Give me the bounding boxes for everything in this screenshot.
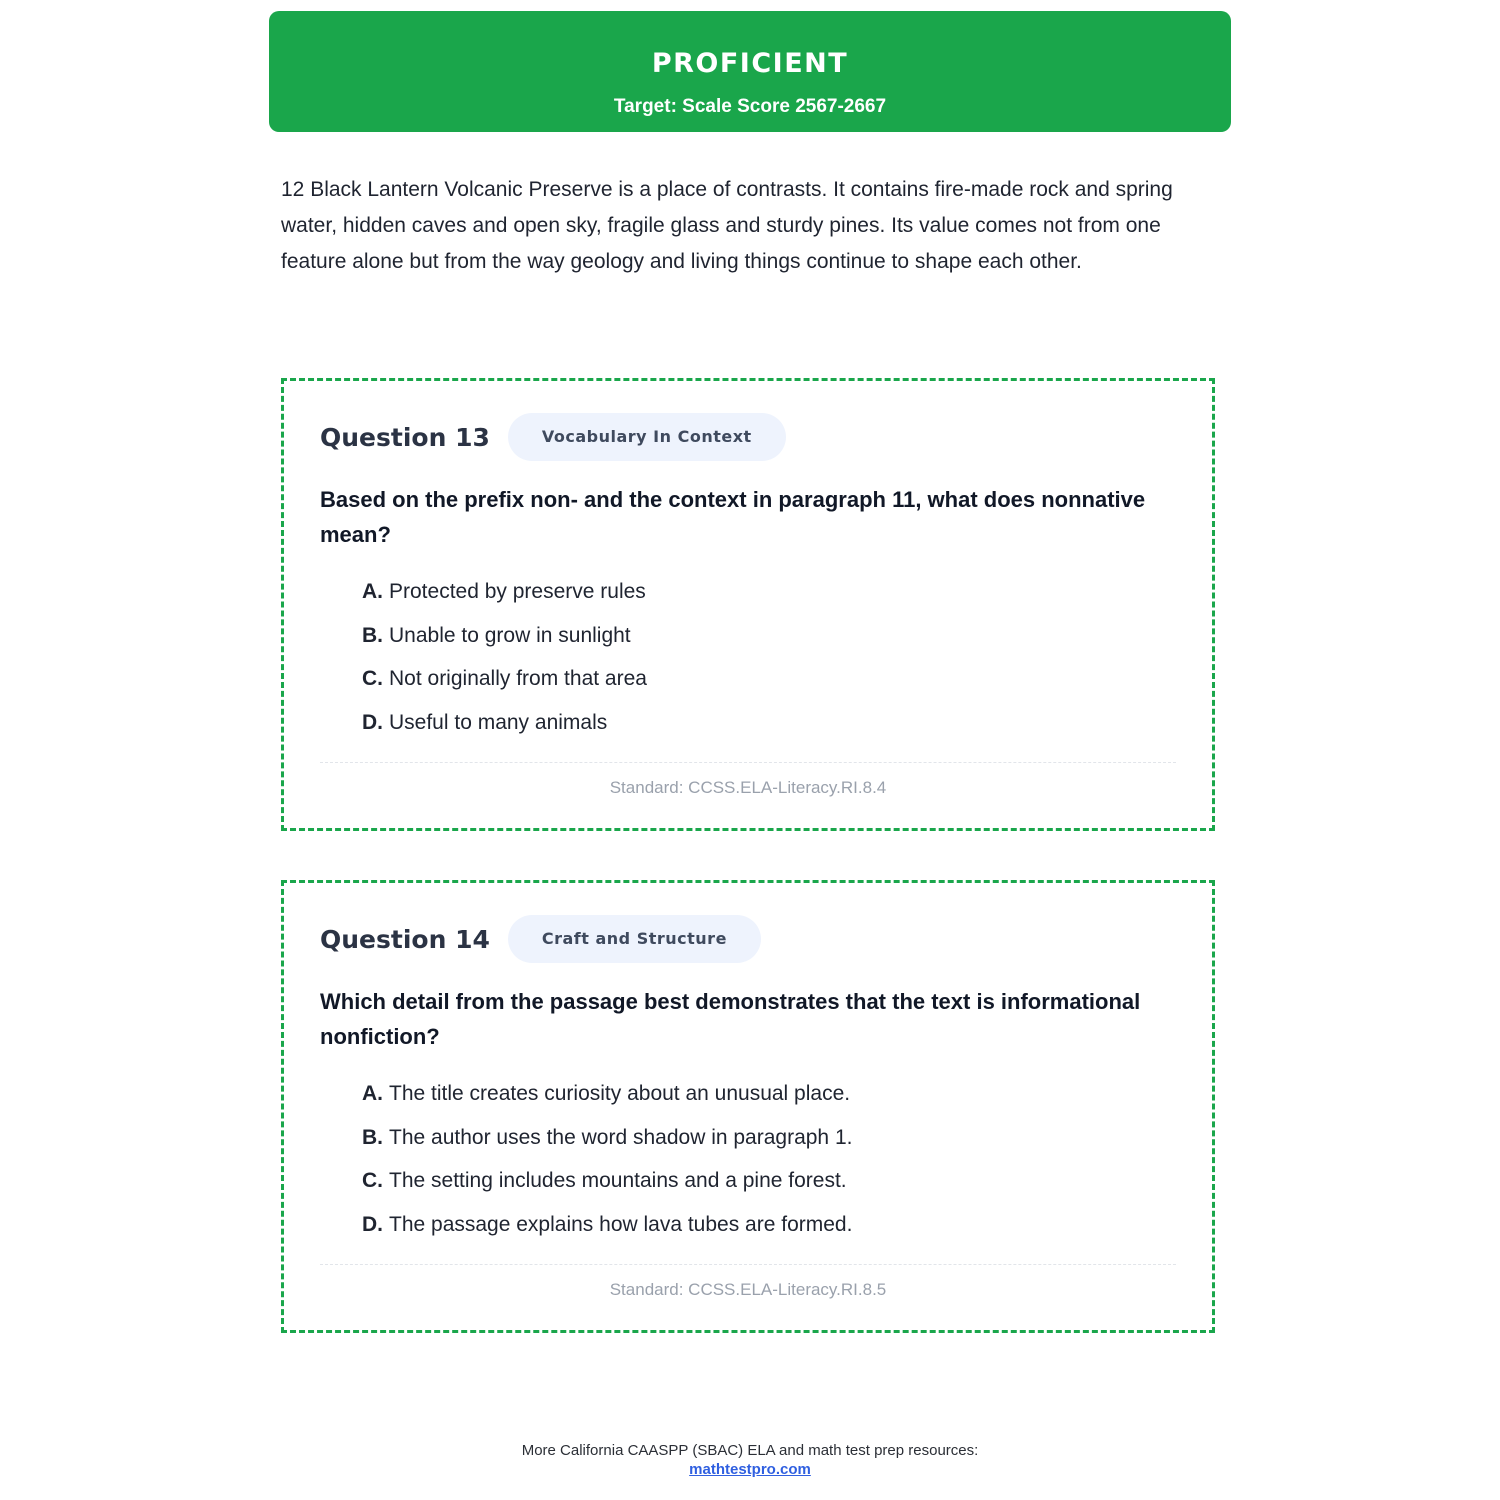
answer-options bbox=[362, 570, 647, 744]
option-letter: C. bbox=[362, 1169, 383, 1193]
question-category-badge: Vocabulary In Context bbox=[508, 413, 786, 461]
option-text: The author uses the word shadow in paragraph 1. bbox=[389, 1125, 853, 1149]
option-text: Useful to many animals bbox=[389, 710, 608, 734]
card-divider bbox=[320, 762, 1176, 763]
footer bbox=[0, 1441, 1500, 1479]
option-text: Unable to grow in sunlight bbox=[389, 623, 631, 647]
question-number: Question 14 bbox=[320, 924, 490, 954]
option-letter: D. bbox=[362, 1212, 383, 1236]
answer-option-a[interactable] bbox=[362, 1072, 852, 1116]
answer-option-d[interactable] bbox=[362, 701, 647, 745]
question-card-13 bbox=[281, 378, 1215, 831]
option-letter: C. bbox=[362, 667, 383, 691]
passage-paragraph: 12 Black Lantern Volcanic Preserve is a place of contrasts. It contains fire-made rock and spring water, hidden caves and open sky, fragile glass and sturdy pines. Its value comes not from one feature alone but from the way geology and living things continue to shape each other. bbox=[281, 178, 1173, 273]
question-number: Question 13 bbox=[320, 422, 490, 452]
footer-text: More California CAASPP (SBAC) ELA and math test prep resources: bbox=[521, 1442, 979, 1459]
option-letter: B. bbox=[362, 623, 383, 647]
answer-option-a[interactable] bbox=[362, 570, 647, 614]
option-letter: D. bbox=[362, 710, 383, 734]
answer-option-b[interactable] bbox=[362, 1116, 852, 1160]
answer-option-b[interactable] bbox=[362, 614, 647, 658]
card-divider bbox=[320, 1264, 1176, 1265]
option-letter: A. bbox=[362, 580, 383, 603]
option-text: The title creates curiosity about an unusual place. bbox=[389, 1082, 851, 1105]
answer-option-c[interactable] bbox=[362, 657, 647, 701]
question-header bbox=[320, 412, 786, 462]
option-letter: A. bbox=[362, 1082, 383, 1105]
answer-option-d[interactable] bbox=[362, 1203, 852, 1247]
answer-option-c[interactable] bbox=[362, 1159, 852, 1203]
question-card-14 bbox=[281, 880, 1215, 1333]
target-score: Target: Scale Score 2567-2667 bbox=[613, 96, 887, 117]
footer-link[interactable]: mathtestpro.com bbox=[689, 1461, 811, 1478]
option-text: Protected by preserve rules bbox=[389, 580, 646, 603]
option-text: Not originally from that area bbox=[389, 667, 647, 691]
option-text: The passage explains how lava tubes are formed. bbox=[389, 1212, 853, 1236]
question-category-badge: Craft and Structure bbox=[508, 915, 761, 963]
option-text: The setting includes mountains and a pine forest. bbox=[389, 1169, 847, 1193]
answer-options bbox=[362, 1072, 852, 1246]
level-banner bbox=[269, 11, 1231, 132]
question-prompt: Based on the prefix non- and the context in paragraph 11, what does nonnative mean? bbox=[320, 487, 1146, 547]
standard-label: Standard: CCSS.ELA-Literacy.RI.8.5 bbox=[609, 1280, 887, 1299]
level-title: PROFICIENT bbox=[651, 48, 849, 79]
question-prompt: Which detail from the passage best demonstrates that the text is informational nonfiction? bbox=[320, 989, 1141, 1049]
question-header bbox=[320, 914, 761, 964]
option-letter: B. bbox=[362, 1125, 383, 1149]
standard-label: Standard: CCSS.ELA-Literacy.RI.8.4 bbox=[609, 778, 887, 797]
